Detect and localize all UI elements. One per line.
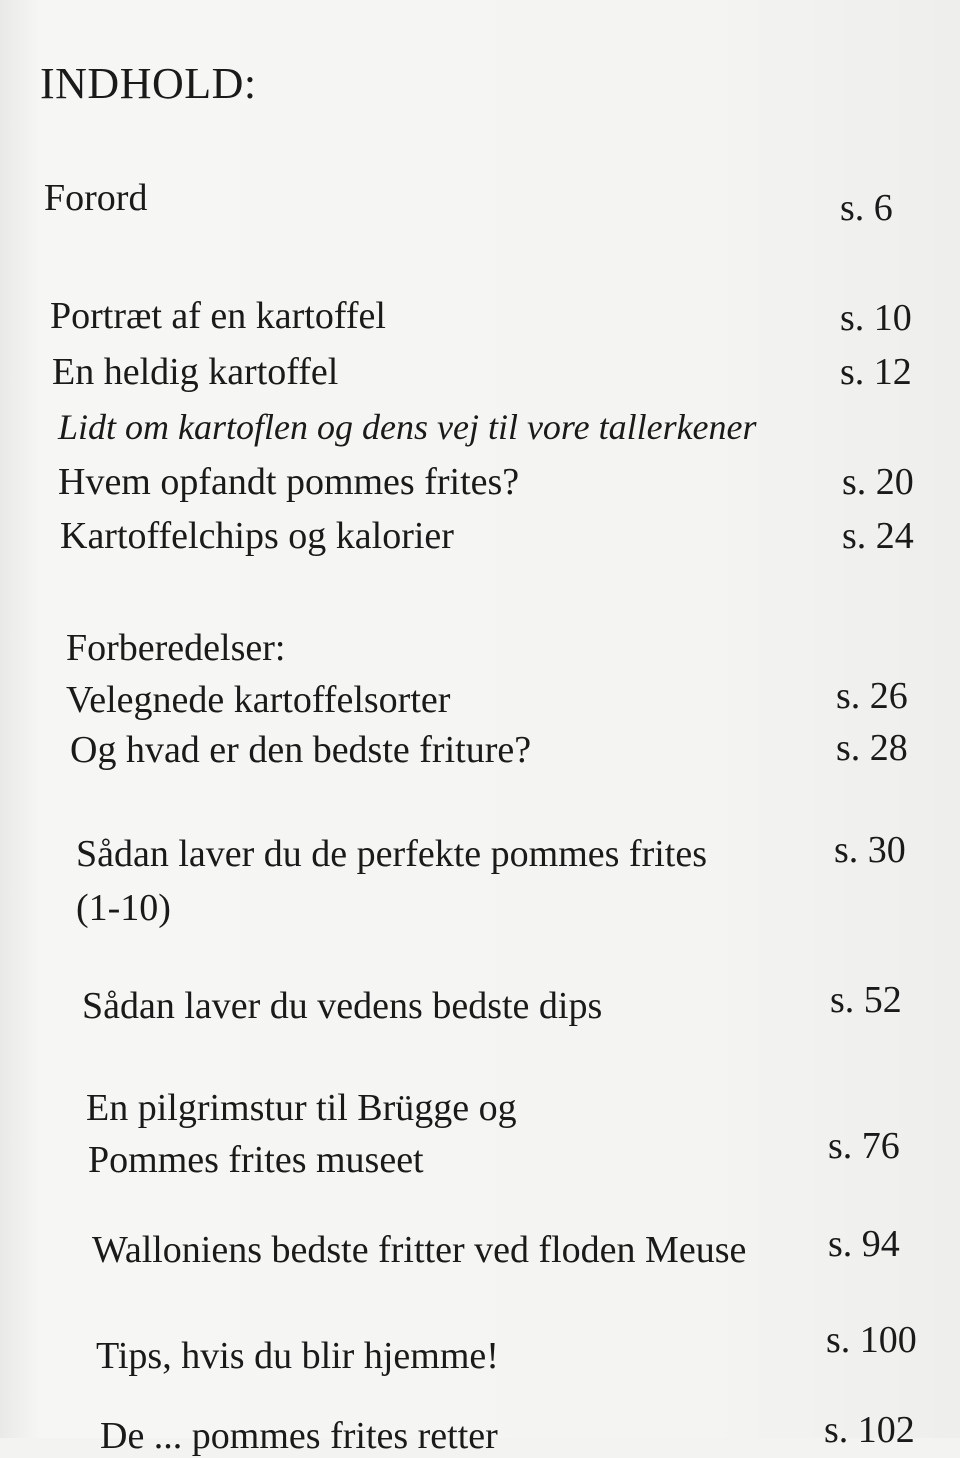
toc-entry-page: s. 10	[840, 297, 912, 339]
toc-entry-page: s. 76	[828, 1125, 900, 1167]
toc-entry-page: s. 100	[826, 1319, 917, 1361]
toc-entry-title: Forord	[44, 177, 148, 219]
toc-entry-page: s. 26	[836, 675, 908, 717]
toc-entry-title: Sådan laver du vedens bedste dips	[82, 985, 603, 1027]
toc-entry-title: Hvem opfandt pommes frites?	[58, 461, 520, 503]
toc-entry-page: s. 94	[828, 1223, 900, 1265]
toc-entry-page: s. 12	[840, 351, 912, 393]
toc-entry-page: s. 20	[842, 461, 914, 503]
toc-entry-title: En pilgrimstur til Brügge og	[86, 1087, 517, 1129]
toc-entry-title: Kartoffelchips og kalorier	[60, 515, 454, 557]
toc-entry-title: Tips, hvis du blir hjemme!	[96, 1335, 499, 1377]
toc-section-label: Forberedelser:	[66, 627, 286, 669]
toc-entry-page: s. 102	[824, 1409, 915, 1451]
toc-entry-title: Velegnede kartoffelsorter	[66, 679, 451, 721]
toc-entry-page: s. 30	[834, 829, 906, 871]
toc-entry-title: En heldig kartoffel	[52, 351, 339, 393]
toc-entry-title: Walloniens bedste fritter ved floden Meuse	[92, 1229, 747, 1271]
toc-entry-subtitle: Lidt om kartoflen og dens vej til vore tallerkener	[58, 407, 757, 447]
toc-entry-title: De ... pommes frites retter	[100, 1415, 498, 1457]
toc-entry-title: Sådan laver du de perfekte pommes frites	[76, 833, 707, 875]
toc-entry-page: s. 28	[836, 727, 908, 769]
toc-entry-page: s. 52	[830, 979, 902, 1021]
toc-entry-page: s. 6	[840, 187, 893, 229]
toc-entry-title: Og hvad er den bedste friture?	[70, 729, 532, 771]
toc-entry-title-continuation: (1-10)	[76, 887, 171, 929]
toc-entry-title-continuation: Pommes frites museet	[88, 1139, 424, 1181]
toc-entry-page: s. 24	[842, 515, 914, 557]
toc-entry-title: Portræt af en kartoffel	[50, 295, 386, 337]
page-heading: INDHOLD:	[40, 59, 257, 108]
